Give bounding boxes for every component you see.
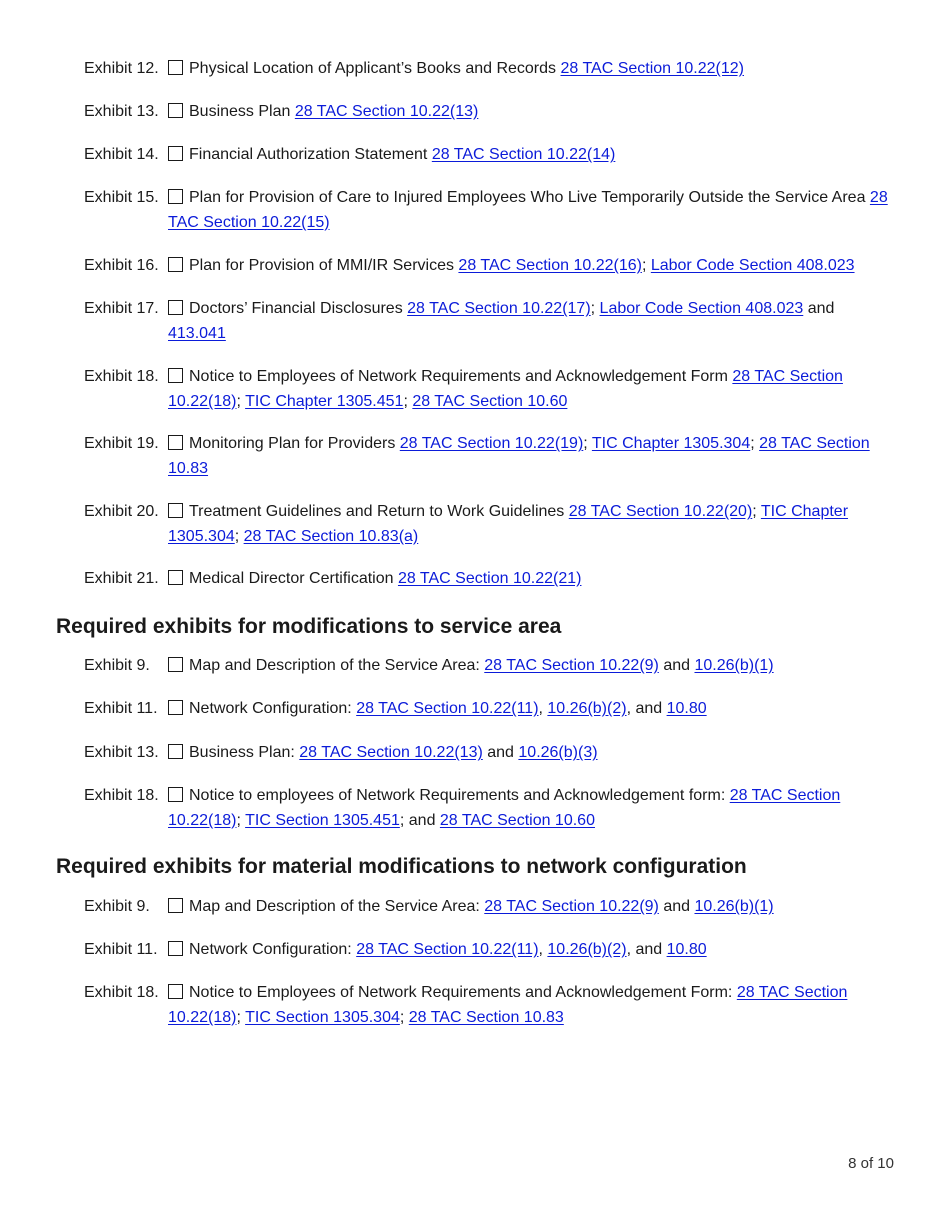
exhibit-label: Exhibit 20. bbox=[84, 503, 159, 520]
exhibit-text: ; bbox=[752, 503, 761, 520]
reference-link[interactable]: 10.26(b)(2) bbox=[547, 941, 627, 958]
exhibit-text: Notice to Employees of Network Requirements and Acknowledgement Form: bbox=[189, 984, 737, 1001]
exhibit-text: ; and bbox=[399, 811, 440, 829]
exhibit-text: and bbox=[482, 744, 519, 761]
exhibit-item bbox=[84, 365, 892, 414]
exhibit-checkbox[interactable] bbox=[168, 657, 183, 672]
exhibit-item bbox=[84, 741, 892, 766]
reference-link[interactable]: TIC Chapter 1305.304 bbox=[168, 503, 849, 545]
reference-link[interactable]: 10.26(b)(1) bbox=[694, 657, 774, 674]
exhibit-item bbox=[84, 143, 892, 168]
exhibit-label: Exhibit 12. bbox=[84, 60, 159, 77]
exhibit-checkbox[interactable] bbox=[168, 984, 183, 999]
reference-link[interactable]: 28 TAC Section 10.83(a) bbox=[243, 527, 419, 545]
exhibit-checkbox[interactable] bbox=[168, 941, 183, 956]
exhibit-text: Business Plan: bbox=[189, 744, 300, 761]
exhibit-description bbox=[168, 500, 892, 549]
reference-link[interactable]: 28 TAC Section 10.22(15) bbox=[168, 189, 888, 231]
exhibit-label: Exhibit 15. bbox=[84, 189, 159, 206]
exhibit-description bbox=[168, 895, 892, 920]
exhibit-description bbox=[168, 697, 892, 722]
exhibit-text: Medical Director Certification bbox=[189, 570, 398, 587]
reference-link[interactable]: 28 TAC Section 10.22(19) bbox=[399, 435, 584, 452]
exhibit-checkbox[interactable] bbox=[168, 257, 183, 272]
reference-link[interactable]: 28 TAC Section 10.22(18) bbox=[168, 787, 841, 829]
exhibit-text: ; bbox=[403, 392, 413, 410]
reference-link[interactable]: 10.80 bbox=[666, 941, 707, 958]
exhibit-description bbox=[168, 432, 892, 481]
exhibit-description bbox=[168, 741, 892, 766]
exhibit-text: Physical Location of Applicant’s Books and Records bbox=[189, 60, 561, 77]
exhibit-text: Network Configuration: bbox=[189, 700, 357, 717]
exhibit-checkbox[interactable] bbox=[168, 435, 183, 450]
reference-link[interactable]: Labor Code Section 408.023 bbox=[650, 257, 855, 274]
exhibit-text: ; bbox=[590, 300, 600, 317]
exhibit-checkbox[interactable] bbox=[168, 787, 183, 802]
exhibit-label: Exhibit 14. bbox=[84, 146, 159, 163]
exhibit-text: Treatment Guidelines and Return to Work Guidelines bbox=[189, 503, 569, 520]
exhibit-item bbox=[84, 895, 892, 920]
reference-link[interactable]: TIC Section 1305.451 bbox=[245, 811, 400, 829]
reference-link[interactable]: 28 TAC Section 10.22(20) bbox=[568, 503, 753, 520]
exhibit-label: Exhibit 21. bbox=[84, 570, 159, 587]
exhibit-description bbox=[168, 100, 892, 125]
reference-link[interactable]: 28 TAC Section 10.22(18) bbox=[168, 984, 848, 1026]
exhibit-text: ; bbox=[234, 527, 244, 545]
exhibit-checkbox[interactable] bbox=[168, 503, 183, 518]
exhibit-text: ; bbox=[236, 392, 246, 410]
exhibit-text: ; bbox=[236, 1008, 246, 1026]
exhibit-item bbox=[84, 567, 892, 592]
exhibit-text: Monitoring Plan for Providers bbox=[189, 435, 400, 452]
reference-link[interactable]: 28 TAC Section 10.22(9) bbox=[484, 898, 659, 915]
exhibit-text: ; bbox=[750, 435, 760, 452]
exhibit-text: and bbox=[658, 657, 695, 674]
exhibit-text: ; bbox=[399, 1008, 409, 1026]
exhibit-label: Exhibit 13. bbox=[84, 103, 159, 120]
exhibit-description bbox=[168, 57, 892, 82]
exhibit-text: ; bbox=[236, 811, 246, 829]
exhibit-text: , bbox=[538, 700, 548, 717]
exhibit-item bbox=[84, 981, 892, 1030]
exhibit-checkbox[interactable] bbox=[168, 60, 183, 75]
reference-link[interactable]: 10.26(b)(1) bbox=[694, 898, 774, 915]
exhibit-text: Network Configuration: bbox=[189, 941, 357, 958]
exhibit-description bbox=[168, 567, 892, 592]
exhibit-text: Notice to Employees of Network Requirements and Acknowledgement Form bbox=[189, 368, 733, 385]
exhibit-label: Exhibit 11. bbox=[84, 700, 158, 717]
heading-service-area: Required exhibits for modifications to service area bbox=[56, 615, 562, 638]
reference-link[interactable]: 28 TAC Section 10.22(21) bbox=[397, 570, 582, 587]
exhibit-label: Exhibit 11. bbox=[84, 941, 158, 958]
exhibit-checkbox[interactable] bbox=[168, 300, 183, 315]
exhibit-item bbox=[84, 100, 892, 125]
exhibit-checkbox[interactable] bbox=[168, 570, 183, 585]
exhibit-checkbox[interactable] bbox=[168, 103, 183, 118]
exhibit-checkbox[interactable] bbox=[168, 189, 183, 204]
reference-link[interactable]: 10.80 bbox=[666, 700, 707, 717]
exhibit-text: ; bbox=[583, 435, 592, 452]
reference-link[interactable]: TIC Chapter 1305.304 bbox=[591, 435, 751, 452]
reference-link[interactable]: 28 TAC Section 10.22(17) bbox=[407, 300, 591, 317]
exhibit-text: and bbox=[658, 898, 695, 915]
exhibit-label: Exhibit 16. bbox=[84, 257, 159, 274]
exhibit-item bbox=[84, 186, 892, 235]
exhibit-label: Exhibit 9. bbox=[84, 898, 150, 915]
exhibit-description bbox=[168, 143, 892, 168]
reference-link[interactable]: 28 TAC Section 10.22(9) bbox=[484, 657, 659, 674]
exhibit-item bbox=[84, 654, 892, 679]
exhibit-item bbox=[84, 297, 892, 346]
exhibit-item bbox=[84, 57, 892, 82]
exhibit-item bbox=[84, 500, 892, 549]
exhibit-label: Exhibit 18. bbox=[84, 984, 159, 1001]
exhibit-text: , and bbox=[626, 941, 667, 958]
reference-link[interactable]: 28 TAC Section 10.83 bbox=[168, 435, 870, 477]
exhibit-label: Exhibit 18. bbox=[84, 787, 159, 804]
exhibit-label: Exhibit 9. bbox=[84, 657, 150, 674]
exhibit-text: Map and Description of the Service Area: bbox=[189, 657, 485, 674]
heading-network-configuration: Required exhibits for material modifications to network configuration bbox=[56, 855, 747, 878]
exhibit-description bbox=[168, 365, 892, 414]
reference-link[interactable]: 10.26(b)(3) bbox=[518, 744, 598, 761]
reference-link[interactable]: 413.041 bbox=[168, 324, 226, 342]
reference-link[interactable]: 28 TAC Section 10.22(13) bbox=[294, 103, 479, 120]
exhibit-label: Exhibit 17. bbox=[84, 300, 159, 317]
exhibit-description bbox=[168, 297, 892, 346]
exhibit-item bbox=[84, 432, 892, 481]
exhibit-label: Exhibit 13. bbox=[84, 744, 159, 761]
reference-link[interactable]: TIC Section 1305.304 bbox=[245, 1008, 400, 1026]
exhibit-description bbox=[168, 654, 892, 679]
reference-link[interactable]: 28 TAC Section 10.60 bbox=[412, 392, 568, 410]
reference-link[interactable]: 28 TAC Section 10.60 bbox=[439, 811, 595, 829]
exhibit-description bbox=[168, 938, 892, 963]
exhibit-text: Business Plan bbox=[189, 103, 295, 120]
reference-link[interactable]: 28 TAC Section 10.22(18) bbox=[168, 368, 843, 410]
exhibit-text: , and bbox=[626, 700, 667, 717]
exhibit-checkbox[interactable] bbox=[168, 146, 183, 161]
reference-link[interactable]: TIC Chapter 1305.451 bbox=[245, 392, 404, 410]
exhibit-checkbox[interactable] bbox=[168, 700, 183, 715]
reference-link[interactable]: 10.26(b)(2) bbox=[547, 700, 627, 717]
reference-link[interactable]: 28 TAC Section 10.22(11) bbox=[356, 941, 539, 958]
reference-link[interactable]: 28 TAC Section 10.22(16) bbox=[458, 257, 642, 274]
exhibit-label: Exhibit 18. bbox=[84, 368, 159, 385]
exhibit-text: and bbox=[803, 300, 835, 317]
exhibit-text: ; bbox=[641, 257, 651, 274]
exhibit-text: Financial Authorization Statement bbox=[189, 146, 432, 163]
reference-link[interactable]: 28 TAC Section 10.83 bbox=[408, 1008, 564, 1026]
reference-link[interactable]: Labor Code Section 408.023 bbox=[599, 300, 804, 317]
exhibit-description bbox=[168, 981, 892, 1030]
exhibit-checkbox[interactable] bbox=[168, 368, 183, 383]
exhibit-item bbox=[84, 938, 892, 963]
exhibit-description bbox=[168, 784, 892, 833]
exhibit-item bbox=[84, 254, 892, 279]
reference-link[interactable]: 28 TAC Section 10.22(14) bbox=[431, 146, 616, 163]
exhibit-text: Plan for Provision of Care to Injured Employees Who Live Temporarily Outside the Service Area bbox=[189, 189, 870, 206]
exhibit-item bbox=[84, 784, 892, 833]
exhibit-description bbox=[168, 186, 892, 235]
exhibit-description bbox=[168, 254, 892, 279]
reference-link[interactable]: 28 TAC Section 10.22(13) bbox=[299, 744, 483, 761]
exhibit-label: Exhibit 19. bbox=[84, 435, 159, 452]
reference-link[interactable]: 28 TAC Section 10.22(11) bbox=[356, 700, 539, 717]
page-number: 8 of 10 bbox=[848, 1155, 894, 1172]
exhibit-text: Plan for Provision of MMI/IR Services bbox=[189, 257, 459, 274]
reference-link[interactable]: 28 TAC Section 10.22(12) bbox=[560, 60, 744, 77]
exhibit-text: Doctors’ Financial Disclosures bbox=[189, 300, 408, 317]
exhibit-item bbox=[84, 697, 892, 722]
exhibit-checkbox[interactable] bbox=[168, 744, 183, 759]
exhibit-text: Map and Description of the Service Area: bbox=[189, 898, 485, 915]
exhibit-text: , bbox=[538, 941, 548, 958]
exhibit-text: Notice to employees of Network Requirements and Acknowledgement form: bbox=[189, 787, 730, 804]
exhibit-checkbox[interactable] bbox=[168, 898, 183, 913]
